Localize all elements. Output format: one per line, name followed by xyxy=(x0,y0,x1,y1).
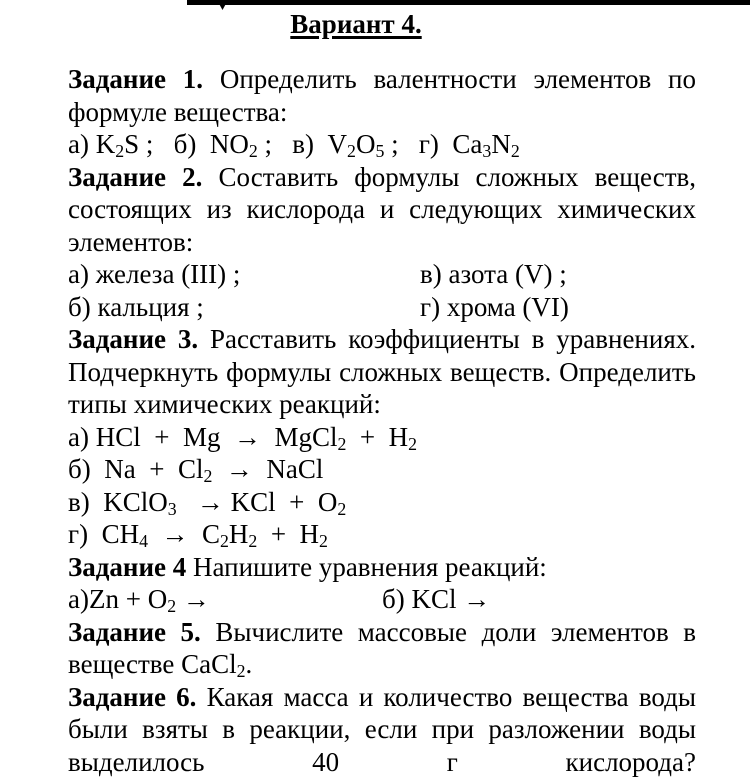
subscript: 2 xyxy=(319,531,328,551)
task-label: Задание 6. xyxy=(68,682,196,712)
subscript: 2 xyxy=(167,596,176,616)
task-label: Задание 5. xyxy=(68,617,201,647)
variant-title: Вариант 4. xyxy=(0,7,712,41)
task1-text-line: формуле вещества: xyxy=(68,96,696,129)
subscript: 2 xyxy=(220,531,229,551)
task3-equation-a: а) HCl + Mg → MgCl$_2$ + $H_2$ xyxy=(68,421,696,454)
subscript: 2 xyxy=(337,498,346,518)
task6-text-line: были взяты в реакции, если при разложении воды xyxy=(68,713,696,746)
task1-title-line: Задание 1. Определить валентности элементов по xyxy=(68,63,696,96)
task4-equations-row-col1: $а)Zn + O_2$ → xyxy=(68,584,210,614)
task-label: Задание 2. xyxy=(68,162,202,192)
task5-title-line: Задание 5. Вычислите массовые доли элементов в xyxy=(68,616,696,649)
task5-text-line: веществе CaCl$_2$. xyxy=(68,648,696,681)
task2-options-row1-col2: в) азота (V) ; xyxy=(420,258,567,291)
task-label: Задание 3. xyxy=(68,324,198,354)
task1-formulas-line: а) $K_2S$ ; б) $NO_2$ ; в) $V_2O_5$ ; г) $Ca_3N_2$ xyxy=(68,128,696,161)
task-label: Задание 1. xyxy=(68,64,203,94)
subscript: 5 xyxy=(375,141,384,161)
subscript: 3 xyxy=(168,498,177,518)
task3-text-line2: типы химических реакций: xyxy=(68,388,696,421)
task6-title-line: Задание 6. Какая масса и количество вещества воды xyxy=(68,681,696,714)
task-label: Задание 4 xyxy=(68,552,186,582)
subscript: 2 xyxy=(511,141,520,161)
task2-options-row1 xyxy=(68,258,696,291)
task6-cutoff-line: выделилось 40 г кислорода? xyxy=(68,746,696,778)
subscript: 2 xyxy=(203,466,212,486)
task2-options-row2-col1: б) кальция ; xyxy=(68,292,204,322)
subscript: 2 xyxy=(338,433,347,453)
task3-equation-v: в) KClO$_3$ → KCl + $O_2$ xyxy=(68,486,696,519)
task4-equations-row xyxy=(68,583,696,616)
cutoff-title-underline xyxy=(187,0,750,5)
task2-options-row1-col1: а) железа (III) ; xyxy=(68,259,240,289)
subscript: 2 xyxy=(248,531,257,551)
task2-text-line: состоящих из кислорода и следующих химических xyxy=(68,193,696,226)
subscript: 2 xyxy=(115,141,124,161)
subscript: 3 xyxy=(482,141,491,161)
task2-text-line2: элементов: xyxy=(68,226,696,259)
subscript: 2 xyxy=(249,141,258,161)
task4-equations-row-col2: б) KCl → xyxy=(382,583,490,616)
subscript: 2 xyxy=(237,661,246,681)
subscript: 2 xyxy=(408,433,417,453)
task3-equation-b: б) $Na + Cl_2$ → NaCl xyxy=(68,453,696,486)
document-body xyxy=(68,63,696,778)
task4-title-line: Задание 4 Напишите уравнения реакций: xyxy=(68,551,696,584)
task3-title-line: Задание 3. Расставить коэффициенты в уравнениях. xyxy=(68,323,696,356)
subscript: 2 xyxy=(347,141,356,161)
task2-title-line: Задание 2. Составить формулы сложных веществ, xyxy=(68,161,696,194)
task3-equation-g: г) $CH_4 \to C_2H_2 + H_2$ xyxy=(68,518,696,551)
subscript: 4 xyxy=(139,531,148,551)
task2-options-row2-col2: г) хрома (VI) xyxy=(420,291,569,324)
task3-text-line: Подчеркнуть формулы сложных веществ. Определить xyxy=(68,356,696,389)
task2-options-row2 xyxy=(68,291,696,324)
